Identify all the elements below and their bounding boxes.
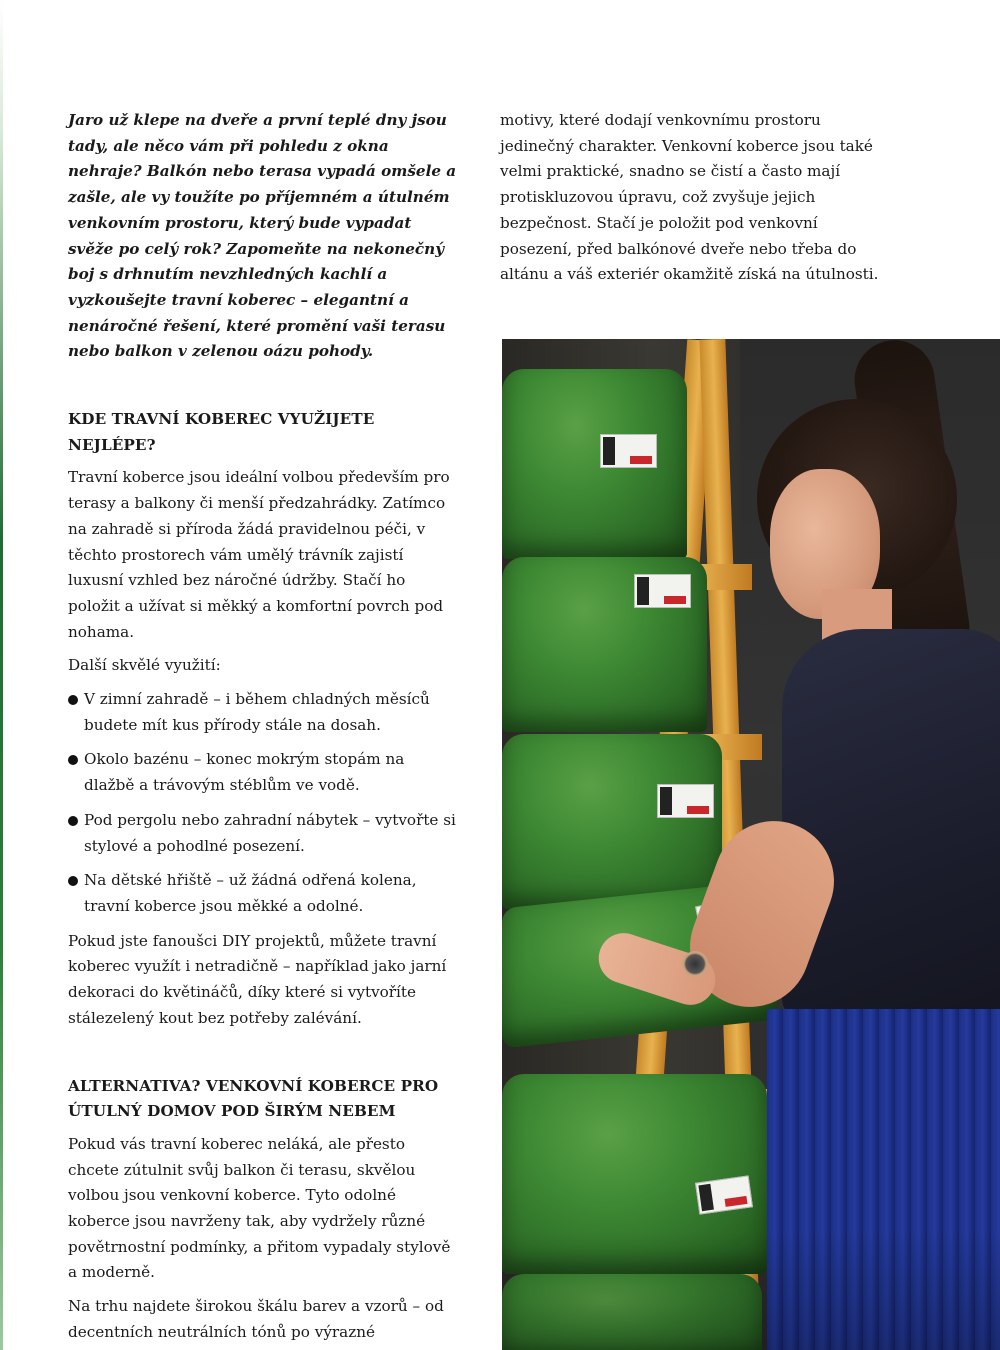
section2-heading: ALTERNATIVA? VENKOVNÍ KOBERCE PRO ÚTULNÝ DOMOV POD ŠIRÝM NEBEM xyxy=(68,1076,439,1121)
section2-paragraph: Pokud vás travní koberec neláká, ale přesto chcete zútulnit svůj balkon či terasu, skvělou volbou jsou venkovní koberce. Tyto odolné koberce jsou navrženy tak, aby vydržely různé povětrnostní podmínky, a přitom vypadaly stylově a moderně. xyxy=(68,1134,451,1282)
shadow xyxy=(502,1230,1000,1350)
black-top xyxy=(782,629,1000,1019)
left-column xyxy=(68,108,458,1346)
bullet-icon xyxy=(68,816,78,826)
bullet-icon xyxy=(68,755,78,765)
section2-paragraph2: Na trhu najdete širokou škálu barev a vzorů – od decentních neutrálních tónů po výrazné xyxy=(68,1297,444,1341)
store-photo xyxy=(502,339,1000,1350)
list-item: Pod pergolu nebo zahradní nábytek – vytvořte si stylové a pohodlné posezení. xyxy=(68,808,458,859)
price-tag xyxy=(600,434,657,468)
list-intro: Další skvělé využití: xyxy=(68,656,221,675)
bullet-icon xyxy=(68,695,78,705)
price-tag xyxy=(634,574,691,608)
wristwatch xyxy=(682,951,708,977)
list-item: Okolo bazénu – konec mokrým stopám na dlažbě a trávovým stéblům ve vodě. xyxy=(68,747,458,798)
grass-roll xyxy=(502,734,722,909)
grass-roll xyxy=(502,369,687,559)
usage-list xyxy=(68,687,458,920)
page-edge-stripe xyxy=(0,0,3,1350)
section1-heading: KDE TRAVNÍ KOBEREC VYUŽIJETE NEJLÉPE? xyxy=(68,410,375,454)
section1-paragraph: Travní koberce jsou ideální volbou především pro terasy a balkony či menší předzahrádky. Zatímco na zahradě si příroda žádá pravidelnou péči, v těchto prostorech vám umělý trávník zajistí luxusní vzhled bez náročné údržby. Stačí ho položit a užívat si měkký a komfortní povrch pod nohama. xyxy=(68,468,450,641)
price-tag xyxy=(657,784,714,818)
list-item: V zimní zahradě – i během chladných měsíců budete mít kus přírody stále na dosah. xyxy=(68,687,458,738)
list-item: Na dětské hřiště – už žádná odřená kolena, travní koberce jsou měkké a odolné. xyxy=(68,868,458,919)
diy-paragraph: Pokud jste fanoušci DIY projektů, můžete travní koberec využít i netradičně – například jako jarní dekoraci do květináčů, díky které si vytvoříte stálezelený kout bez potřeby zalévání. xyxy=(68,931,447,1027)
right-column xyxy=(500,108,885,288)
bullet-icon xyxy=(68,876,78,886)
intro-paragraph: Jaro už klepe na dveře a první teplé dny jsou tady, ale něco vám při pohledu z okna nehraje? Balkón nebo terasa vypadá omšele a zašle, ale vy toužíte po příjemném a útulném venkovním prostoru, který bude vypadat svěže po celý rok? Zapomeňte na nekonečný boj s drhnutím nevzhledných kachlí a vyzkoušejte travní koberec – elegantní a nenáročné řešení, které promění vaši terasu nebo balkon v zelenou oázu pohody. xyxy=(68,111,457,361)
right-continuation: motivy, které dodají venkovnímu prostoru jedinečný charakter. Venkovní koberce jsou také velmi praktické, snadno se čistí a často mají protiskluzovou úpravu, což zvyšuje jejich bezpečnost. Stačí je položit pod venkovní posezení, před balkónové dveře nebo třeba do altánu a váš exteriér okamžitě získá na útulnosti. xyxy=(500,111,879,284)
